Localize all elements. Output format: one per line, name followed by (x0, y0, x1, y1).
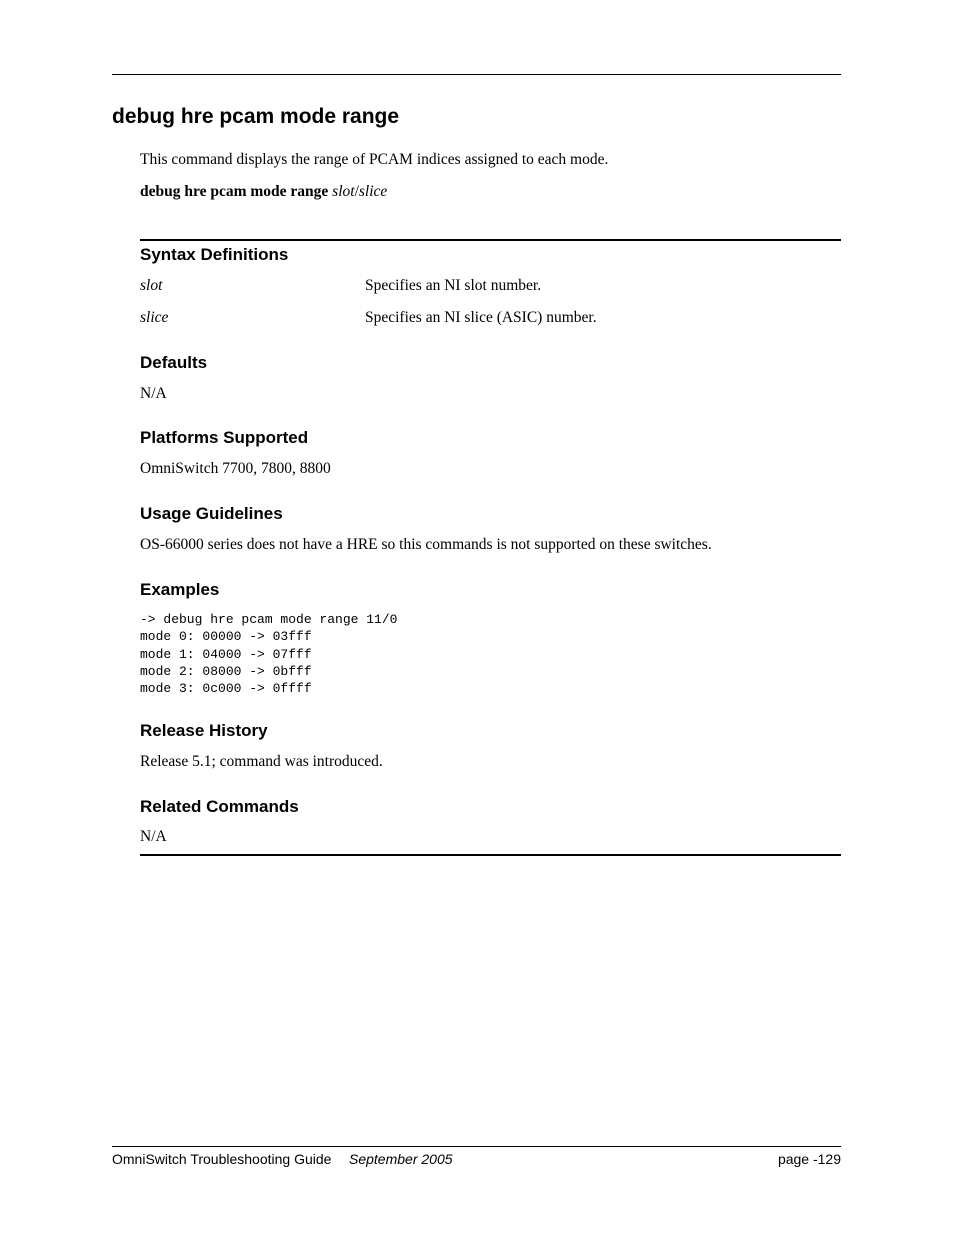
syntax-line (140, 183, 387, 201)
footer-guide-title: OmniSwitch Troubleshooting Guide (112, 1151, 332, 1167)
section-rule-bottom (140, 854, 841, 856)
code-line: -> debug hre pcam mode range 11/0 (140, 612, 398, 627)
footer-date: September 2005 (349, 1151, 453, 1167)
platforms-text: OmniSwitch 7700, 7800, 8800 (140, 460, 331, 477)
syntax-term-slot: slot (140, 277, 163, 294)
examples-heading: Examples (140, 580, 220, 599)
page-title: debug hre pcam mode range (112, 105, 400, 128)
defaults-text: N/A (140, 385, 167, 402)
code-line: mode 0: 00000 -> 03fff (140, 629, 312, 645)
syntax-arg-slot: slot (332, 183, 355, 200)
syntax-desc-slice: Specifies an NI slice (ASIC) number. (365, 309, 597, 326)
platforms-heading: Platforms Supported (140, 428, 309, 447)
intro-text: This command displays the range of PCAM indices assigned to each mode. (140, 151, 609, 168)
defaults-heading: Defaults (140, 353, 208, 372)
release-history-text: Release 5.1; command was introduced. (140, 753, 383, 770)
related-commands-text: N/A (140, 828, 167, 845)
code-line: mode 3: 0c000 -> 0ffff (140, 681, 312, 697)
code-line: mode 2: 08000 -> 0bfff (140, 663, 312, 679)
usage-heading: Usage Guidelines (140, 504, 283, 523)
syntax-term-slice: slice (140, 309, 169, 326)
syntax-definitions-heading: Syntax Definitions (140, 245, 289, 264)
examples-code (140, 611, 397, 697)
syntax-command: debug hre pcam mode range (140, 183, 329, 200)
footer-rule (112, 1146, 841, 1147)
syntax-arg-slice: slice (358, 183, 388, 200)
header-rule (112, 74, 841, 75)
release-history-heading: Release History (140, 721, 268, 740)
footer-page-number: page -129 (777, 1151, 841, 1167)
syntax-desc-slot: Specifies an NI slot number. (365, 277, 542, 294)
related-commands-heading: Related Commands (140, 797, 299, 816)
syntax-arg-sep: / (354, 183, 359, 200)
usage-text: OS-66000 series does not have a HRE so this commands is not supported on these switches. (140, 536, 712, 553)
section-rule-top (140, 239, 841, 241)
code-line: mode 1: 04000 -> 07fff (140, 646, 312, 662)
